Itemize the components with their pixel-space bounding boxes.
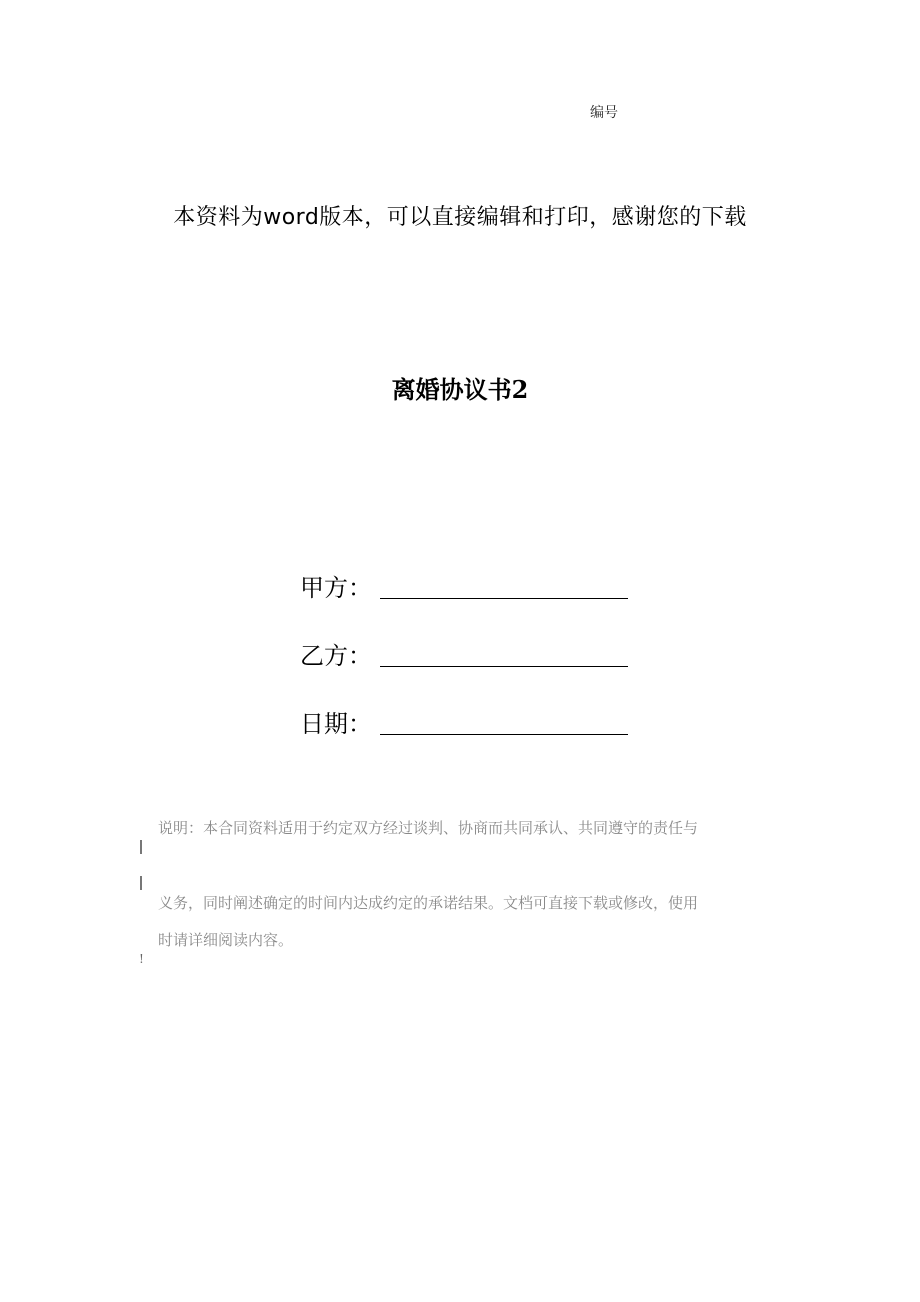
party-b-blank-line[interactable]	[380, 642, 628, 667]
description-line-3: 时请详细阅读内容。	[158, 931, 294, 949]
description-line-2: 义务，同时阐述确定的时间内达成约定的承诺结果。文档可直接下载或修改，使用	[158, 894, 699, 912]
party-a-blank-line[interactable]	[380, 574, 628, 599]
margin-exclamation-mark: !	[139, 952, 144, 966]
serial-number-label: 编号	[590, 105, 618, 121]
margin-mark	[140, 840, 142, 854]
date-blank-line[interactable]	[380, 710, 628, 735]
document-title: 离婚协议书2	[391, 375, 529, 404]
date-row	[300, 704, 628, 739]
party-a-label: 甲方：	[300, 574, 372, 602]
description-line-1: 说明：本合同资料适用于约定双方经过谈判、协商而共同承认、共同遵守的责任与	[158, 819, 699, 837]
download-notice: 本资料为word版本，可以直接编辑和打印，感谢您的下载	[173, 205, 747, 230]
margin-mark	[140, 876, 142, 890]
date-label: 日期：	[300, 710, 372, 738]
party-a-row	[300, 568, 628, 603]
party-b-row	[300, 636, 628, 671]
party-b-label: 乙方：	[300, 642, 372, 670]
